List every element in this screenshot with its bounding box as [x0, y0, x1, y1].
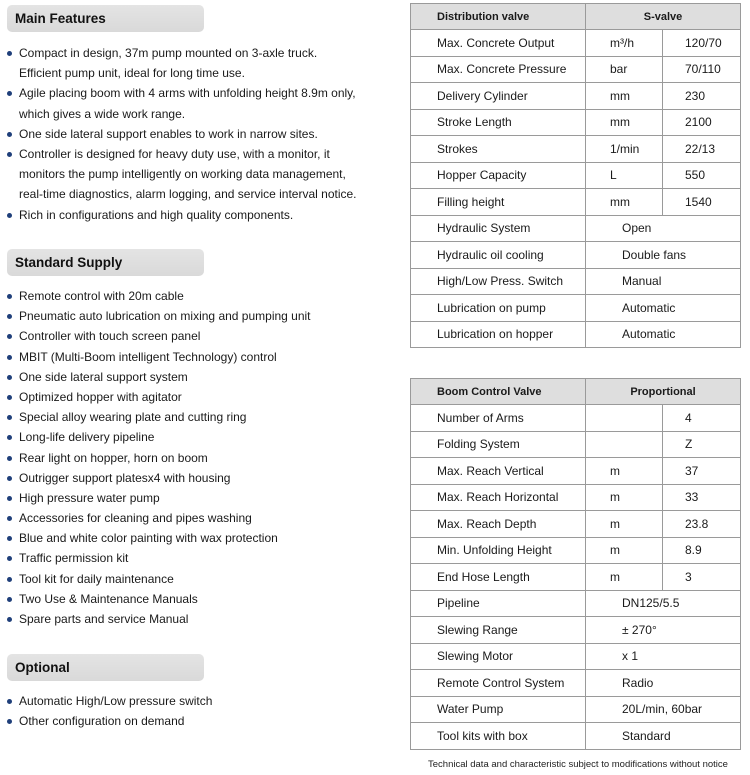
spec-value: 33	[663, 484, 741, 511]
table-row	[411, 405, 741, 432]
list-item-text: Blue and white color painting with wax protection	[19, 531, 278, 546]
spec-label: Max. Reach Depth	[411, 511, 586, 538]
spec-label: Min. Unfolding Height	[411, 537, 586, 564]
spec-unit: m	[586, 537, 663, 564]
list-item-text: Efficient pump unit, ideal for long time use.	[19, 66, 245, 81]
table-row	[411, 83, 741, 110]
bullet-icon	[7, 51, 12, 56]
table-row	[411, 723, 741, 750]
list-item	[7, 711, 212, 731]
list-item-continuation	[7, 104, 357, 124]
spec-label: Folding System	[411, 431, 586, 458]
list-item-text: Rich in configurations and high quality components.	[19, 207, 294, 222]
bullet-icon	[7, 456, 12, 461]
spec-label: Lubrication on hopper	[411, 321, 586, 348]
spec-value: 230	[663, 83, 741, 110]
bullet-icon	[7, 496, 12, 501]
spec-value: 550	[663, 162, 741, 189]
spec-unit: L	[586, 162, 663, 189]
spec-unit: m	[586, 458, 663, 485]
spec-value: ± 270°	[586, 617, 741, 644]
list-item-continuation	[7, 184, 357, 204]
spec-label: Hopper Capacity	[411, 162, 586, 189]
bullet-icon	[7, 355, 12, 360]
table-header-label: Boom Control Valve	[411, 379, 586, 405]
list-item-text: High pressure water pump	[19, 490, 160, 505]
spec-value: Automatic	[586, 295, 741, 322]
spec-label: Slewing Range	[411, 617, 586, 644]
bullet-icon	[7, 152, 12, 157]
bullet-icon	[7, 375, 12, 380]
spec-value: Standard	[586, 723, 741, 750]
table-row	[411, 242, 741, 269]
table-header-row	[411, 379, 741, 405]
table-row	[411, 321, 741, 348]
table-row	[411, 30, 741, 57]
list-item	[7, 488, 311, 508]
list-item	[7, 367, 311, 387]
standard-supply-list	[7, 286, 311, 629]
bullet-icon	[7, 91, 12, 96]
bullet-icon	[7, 435, 12, 440]
list-item-text: Remote control with 20m cable	[19, 289, 184, 303]
table-row	[411, 484, 741, 511]
bullet-icon	[7, 294, 12, 299]
spec-label: High/Low Press. Switch	[411, 268, 586, 295]
bullet-icon	[7, 556, 12, 561]
boom-spec-table	[410, 378, 741, 750]
table-header-value: Proportional	[586, 379, 741, 405]
spec-label: Tool kits with box	[411, 723, 586, 750]
bullet-icon	[7, 719, 12, 724]
list-item-text: Accessories for cleaning and pipes washing	[19, 511, 252, 526]
list-item-text: One side lateral support enables to work in narrow sites.	[19, 126, 318, 141]
spec-value: 20L/min, 60bar	[586, 696, 741, 723]
list-item-text: Rear light on hopper, horn on boom	[19, 450, 208, 465]
list-item-text: Optimized hopper with agitator	[19, 389, 182, 404]
list-item-text: One side lateral support system	[19, 369, 188, 384]
list-item	[7, 448, 311, 468]
list-item-text: Automatic High/Low pressure switch	[19, 694, 213, 708]
spec-label: End Hose Length	[411, 564, 586, 591]
bullet-icon	[7, 213, 12, 218]
table-row	[411, 696, 741, 723]
spec-value: Z	[663, 431, 741, 458]
optional-heading: Optional	[7, 654, 204, 681]
spec-label: Hydraulic oil cooling	[411, 242, 586, 269]
list-item-text: Other configuration on demand	[19, 714, 185, 729]
list-item	[7, 43, 357, 63]
spec-unit: mm	[586, 83, 663, 110]
table-header-label: Distribution valve	[411, 4, 586, 30]
distribution-spec-table	[410, 3, 741, 348]
spec-label: Filling height	[411, 189, 586, 216]
list-item-text: Outrigger support platesx4 with housing	[19, 470, 231, 485]
list-item-text: Agile placing boom with 4 arms with unfolding height 8.9m only,	[19, 86, 356, 101]
spec-label: Number of Arms	[411, 405, 586, 432]
spec-unit: m	[586, 511, 663, 538]
list-item-text: Tool kit for daily maintenance	[19, 571, 174, 586]
bullet-icon	[7, 395, 12, 400]
spec-unit: m³/h	[586, 30, 663, 57]
list-item-text: Spare parts and service Manual	[19, 612, 189, 626]
spec-label: Hydraulic System	[411, 215, 586, 242]
spec-label: Max. Reach Vertical	[411, 458, 586, 485]
spec-unit	[586, 431, 663, 458]
list-item-continuation	[7, 164, 357, 184]
list-item	[7, 347, 311, 367]
bullet-icon	[7, 577, 12, 582]
spec-unit: mm	[586, 189, 663, 216]
table-row	[411, 617, 741, 644]
list-item-text: Controller with touch screen panel	[19, 329, 201, 344]
spec-value: x 1	[586, 643, 741, 670]
list-item	[7, 548, 311, 568]
list-item	[7, 144, 357, 164]
standard-supply-heading: Standard Supply	[7, 249, 204, 276]
bullet-icon	[7, 516, 12, 521]
table-row	[411, 162, 741, 189]
list-item	[7, 205, 357, 225]
spec-value: 1540	[663, 189, 741, 216]
spec-value: 120/70	[663, 30, 741, 57]
list-item	[7, 124, 357, 144]
spec-unit: m	[586, 564, 663, 591]
spec-value: Manual	[586, 268, 741, 295]
optional-list	[7, 691, 212, 731]
table-row	[411, 56, 741, 83]
spec-value: Automatic	[586, 321, 741, 348]
table-row	[411, 670, 741, 697]
table-row	[411, 458, 741, 485]
spec-value: 2100	[663, 109, 741, 136]
list-item	[7, 306, 311, 326]
spec-label: Remote Control System	[411, 670, 586, 697]
spec-unit: bar	[586, 56, 663, 83]
table-row	[411, 136, 741, 163]
list-item-text: which gives a wide work range.	[19, 106, 186, 121]
table-row	[411, 295, 741, 322]
spec-unit	[586, 405, 663, 432]
spec-value: 3	[663, 564, 741, 591]
list-item	[7, 427, 311, 447]
list-item	[7, 286, 311, 306]
list-item	[7, 528, 311, 548]
main-features-list	[7, 43, 357, 225]
spec-label: Delivery Cylinder	[411, 83, 586, 110]
footnote: Technical data and characteristic subject to modifications without notice	[428, 759, 728, 770]
spec-value: Open	[586, 215, 741, 242]
table-row	[411, 215, 741, 242]
spec-value: DN125/5.5	[586, 590, 741, 617]
spec-value: 37	[663, 458, 741, 485]
spec-label: Max. Concrete Pressure	[411, 56, 586, 83]
list-item-text: Controller is designed for heavy duty use, with a monitor, it	[19, 146, 330, 161]
spec-value: 22/13	[663, 136, 741, 163]
list-item	[7, 83, 357, 103]
table-header-row	[411, 4, 741, 30]
bullet-icon	[7, 597, 12, 602]
table-row	[411, 511, 741, 538]
spec-unit: m	[586, 484, 663, 511]
list-item	[7, 407, 311, 427]
list-item-text: MBIT (Multi-Boom intelligent Technology) control	[19, 349, 277, 364]
list-item	[7, 609, 311, 629]
spec-label: Water Pump	[411, 696, 586, 723]
bullet-icon	[7, 699, 12, 704]
spec-label: Strokes	[411, 136, 586, 163]
list-item-text: Special alloy wearing plate and cutting ring	[19, 410, 247, 425]
spec-value: 8.9	[663, 537, 741, 564]
bullet-icon	[7, 617, 12, 622]
list-item-continuation	[7, 63, 357, 83]
spec-label: Pipeline	[411, 590, 586, 617]
list-item-text: monitors the pump intelligently on working data management,	[19, 167, 346, 182]
list-item	[7, 691, 212, 711]
bullet-icon	[7, 536, 12, 541]
spec-label: Max. Reach Horizontal	[411, 484, 586, 511]
table-row	[411, 590, 741, 617]
table-row	[411, 189, 741, 216]
spec-value: 70/110	[663, 56, 741, 83]
list-item-text: Long-life delivery pipeline	[19, 430, 155, 445]
spec-value: 23.8	[663, 511, 741, 538]
spec-label: Slewing Motor	[411, 643, 586, 670]
list-item-text: Compact in design, 37m pump mounted on 3-axle truck.	[19, 46, 318, 60]
table-row	[411, 564, 741, 591]
list-item	[7, 387, 311, 407]
bullet-icon	[7, 314, 12, 319]
main-features-heading: Main Features	[7, 5, 204, 32]
list-item	[7, 326, 311, 346]
table-row	[411, 643, 741, 670]
list-item	[7, 569, 311, 589]
table-header-value: S-valve	[586, 4, 741, 30]
table-row	[411, 431, 741, 458]
bullet-icon	[7, 476, 12, 481]
spec-unit: 1/min	[586, 136, 663, 163]
spec-value: 4	[663, 405, 741, 432]
list-item	[7, 589, 311, 609]
spec-label: Lubrication on pump	[411, 295, 586, 322]
bullet-icon	[7, 415, 12, 420]
table-row	[411, 109, 741, 136]
list-item	[7, 508, 311, 528]
spec-unit: mm	[586, 109, 663, 136]
spec-value: Double fans	[586, 242, 741, 269]
list-item-text: real-time diagnostics, alarm logging, and service interval notice.	[19, 187, 357, 202]
spec-value: Radio	[586, 670, 741, 697]
spec-label: Max. Concrete Output	[411, 30, 586, 57]
spec-label: Stroke Length	[411, 109, 586, 136]
list-item-text: Two Use & Maintenance Manuals	[19, 591, 198, 606]
table-row	[411, 268, 741, 295]
table-row	[411, 537, 741, 564]
list-item-text: Traffic permission kit	[19, 551, 129, 566]
list-item-text: Pneumatic auto lubrication on mixing and pumping unit	[19, 309, 311, 324]
bullet-icon	[7, 132, 12, 137]
bullet-icon	[7, 334, 12, 339]
list-item	[7, 468, 311, 488]
